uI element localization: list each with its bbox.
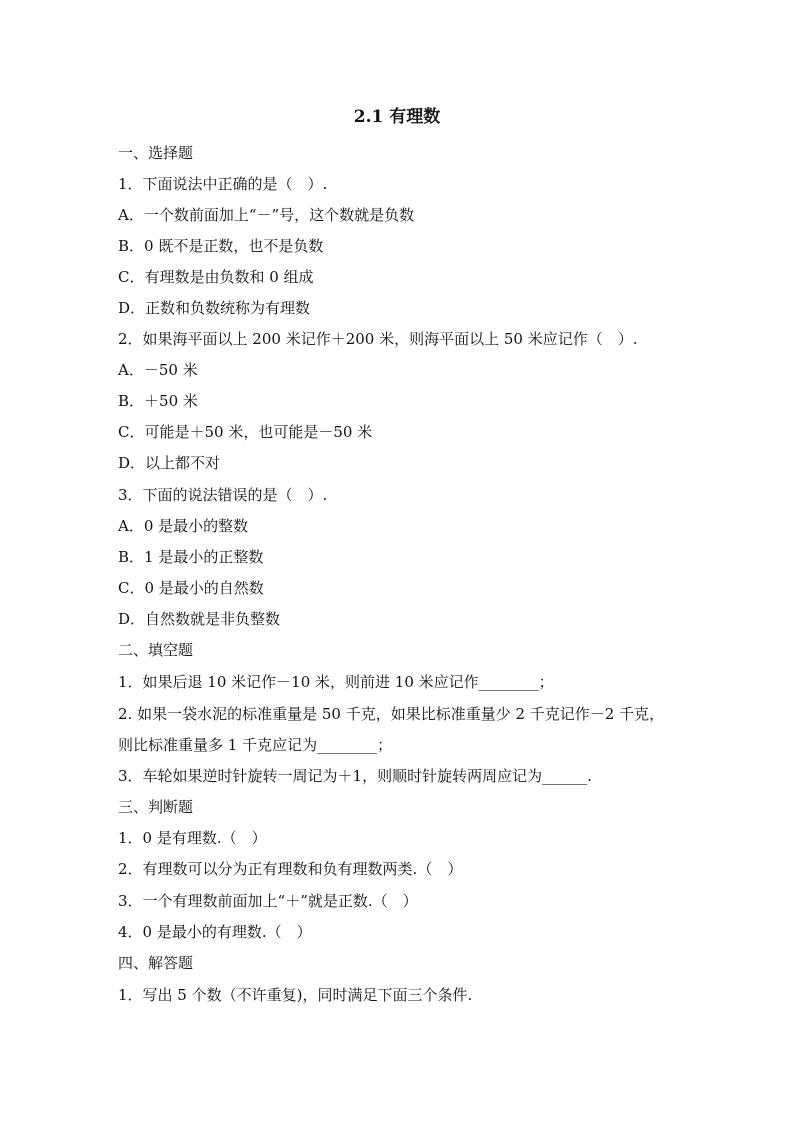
question-line: 1．0 是有理数.（ ）: [118, 829, 267, 847]
question-line: 2. 如果一袋水泥的标准重量是 50 千克，如果比标准重量少 2 千克记作－2 千克，: [118, 705, 665, 723]
option-line: B．＋50 米: [118, 392, 198, 410]
option-line: D．以上都不对: [118, 454, 221, 472]
section-heading: 一、选择题: [118, 144, 194, 162]
option-line: A．－50 米: [118, 361, 198, 379]
option-line: B．0 既不是正数，也不是负数: [118, 237, 324, 255]
question-line: 1．写出 5 个数（不许重复)，同时满足下面三个条件.: [118, 986, 473, 1004]
option-line: A．0 是最小的整数: [118, 517, 249, 535]
question-line: 3．车轮如果逆时针旋转一周记为＋1，则顺时针旋转两周应记为______.: [118, 767, 592, 785]
option-line: C．0 是最小的自然数: [118, 579, 264, 597]
question-line: 4．0 是最小的有理数.（ ）: [118, 923, 312, 941]
document-title: 2.1 有理数: [353, 107, 441, 127]
question-line: 1．下面说法中正确的是（ ）.: [118, 175, 328, 193]
question-line: 1．如果后退 10 米记作－10 米，则前进 10 米应记作________；: [118, 673, 554, 691]
option-line: D．正数和负数统称为有理数: [118, 299, 311, 317]
question-line: 3．下面的说法错误的是（ ）.: [118, 486, 328, 504]
option-line: C．可能是＋50 米，也可能是－50 米: [118, 423, 373, 441]
option-line: D．自然数就是非负整数: [118, 610, 281, 628]
option-line: A．一个数前面加上“－”号，这个数就是负数: [118, 206, 415, 224]
section-heading: 三、判断题: [118, 798, 194, 816]
question-line: 2．如果海平面以上 200 米记作＋200 米，则海平面以上 50 米应记作（ ）.: [118, 330, 638, 348]
question-line: 则比标准重量多 1 千克应记为________；: [118, 736, 393, 754]
question-line: 2．有理数可以分为正有理数和负有理数两类.（ ）: [118, 860, 463, 878]
section-heading: 二、填空题: [118, 641, 194, 659]
option-line: B．1 是最小的正整数: [118, 548, 264, 566]
section-heading: 四、解答题: [118, 954, 194, 972]
option-line: C．有理数是由负数和 0 组成: [118, 268, 314, 286]
question-line: 3．一个有理数前面加上“＋”就是正数.（ ）: [118, 892, 418, 910]
